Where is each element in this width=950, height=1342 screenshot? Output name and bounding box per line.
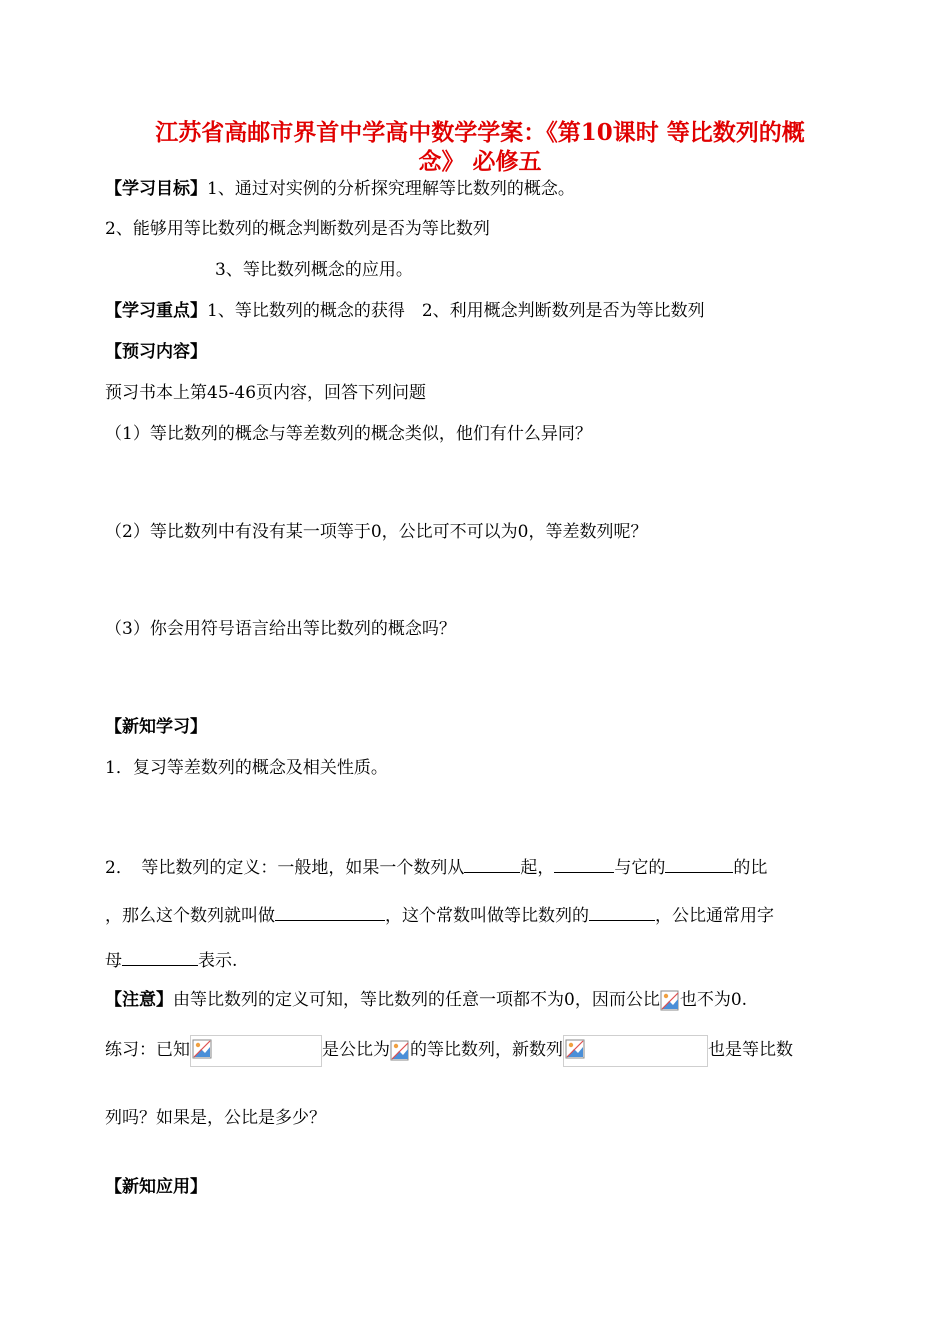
- exercise-text-d: 也是等比数: [708, 1040, 793, 1060]
- definition-text-b: 起，: [520, 858, 555, 878]
- preview-question-2: （2）等比数列中有没有某一项等于0，公比可不可以为0，等差数列呢？: [105, 522, 648, 542]
- key-points-text: 1、等比数列的概念的获得 2、利用概念判断数列是否为等比数列: [207, 301, 705, 321]
- exercise-text-a: 练习：已知: [105, 1040, 190, 1060]
- definition-text-i: 表示.: [198, 951, 238, 971]
- objective-1: 1、通过对实例的分析探究理解等比数列的概念。: [207, 179, 575, 199]
- blank-1: [464, 855, 520, 873]
- key-points-line: [105, 300, 705, 322]
- preview-question-3: （3）你会用符号语言给出等比数列的概念吗？: [105, 619, 456, 639]
- objectives-label: 【学习目标】: [105, 179, 207, 199]
- exercise-line: [105, 1033, 793, 1067]
- definition-text-a: 2． 等比数列的定义：一般地，如果一个数列从: [105, 858, 465, 878]
- blank-5: [589, 903, 655, 921]
- note-label: 【注意】: [105, 990, 173, 1010]
- definition-text-e: ，那么这个数列就叫做: [105, 906, 275, 926]
- definition-line-1: [105, 855, 767, 879]
- note-line: [105, 989, 747, 1012]
- new-learning-item-1: 1．复习等差数列的概念及相关性质。: [105, 758, 388, 778]
- blank-4: [275, 903, 385, 921]
- broken-image-icon: [565, 1039, 585, 1059]
- title-line-1: 江苏省高邮市界首中学高中数学学案：《第10课时 等比数列的概: [155, 119, 805, 146]
- exercise-text-c: 的等比数列，新数列: [410, 1040, 563, 1060]
- note-text-b: 也不为0.: [679, 990, 748, 1010]
- preview-intro: 预习书本上第45-46页内容，回答下列问题: [105, 383, 427, 403]
- new-sequence-formula-image: [563, 1035, 708, 1067]
- objectives-line: [105, 178, 575, 200]
- exercise-text-b: 是公比为: [322, 1040, 390, 1060]
- blank-2: [554, 855, 614, 873]
- broken-image-icon: [660, 990, 680, 1012]
- application-label: 【新知应用】: [105, 1177, 207, 1197]
- exercise-line-2: 列吗？如果是，公比是多少？: [105, 1108, 326, 1128]
- objective-3: 3、等比数列概念的应用。: [215, 260, 413, 280]
- definition-text-h: 母: [105, 951, 122, 971]
- definition-text-c: 与它的: [614, 858, 666, 878]
- definition-line-2: [105, 903, 774, 927]
- ratio-formula-image: [390, 1040, 410, 1062]
- objective-2: 2、能够用等比数列的概念判断数列是否为等比数列: [105, 219, 490, 239]
- definition-text-d: 的比: [733, 858, 768, 878]
- sequence-formula-image: [190, 1035, 322, 1067]
- title-line-2: 念》 必修五: [418, 148, 542, 175]
- preview-label: 【预习内容】: [105, 342, 207, 362]
- new-learning-label: 【新知学习】: [105, 717, 207, 737]
- definition-text-g: ，公比通常用字: [655, 906, 774, 926]
- broken-image-icon: [192, 1039, 212, 1059]
- definition-text-f: ，这个常数叫做等比数列的: [385, 906, 589, 926]
- note-text-a: 由等比数列的定义可知，等比数列的任意一项都不为0，因而公比: [173, 990, 660, 1010]
- key-points-label: 【学习重点】: [105, 301, 207, 321]
- blank-6: [122, 948, 198, 966]
- definition-line-3: [105, 948, 237, 972]
- preview-question-1: （1）等比数列的概念与等差数列的概念类似，他们有什么异同？: [105, 424, 592, 444]
- blank-3: [665, 855, 733, 873]
